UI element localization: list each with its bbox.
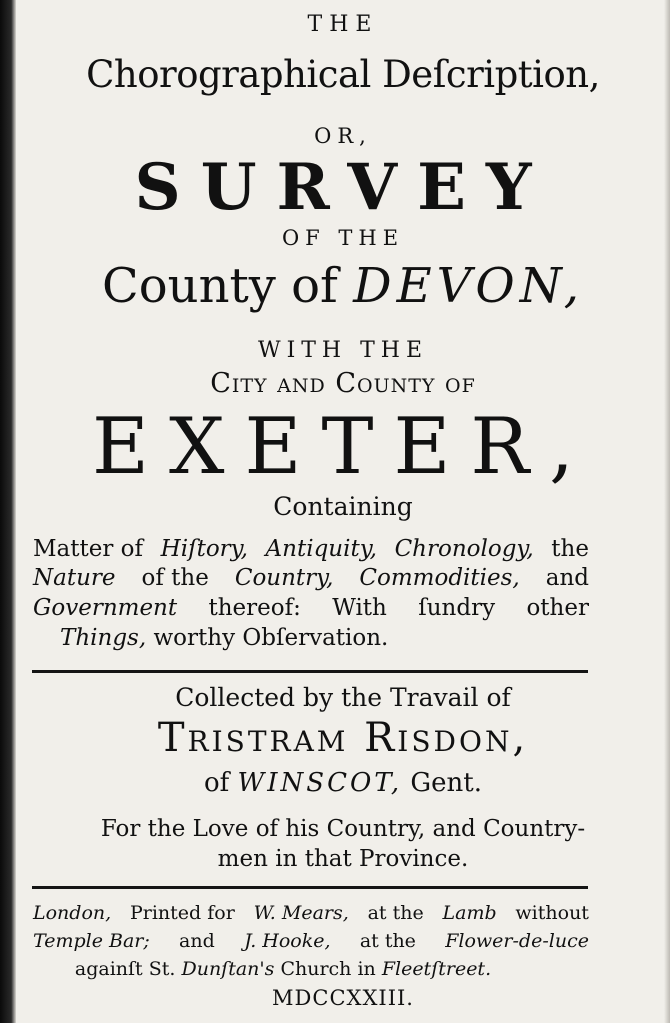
imprint-word: Lamb: [442, 902, 497, 924]
imprint-line-1: [33, 904, 589, 923]
binding-edge: [0, 0, 16, 1023]
imprint-word: W. Mears,: [253, 902, 349, 924]
contents-line-4: [60, 627, 388, 650]
imprint-word: Church in: [280, 958, 376, 980]
title-county: [16, 258, 670, 314]
divider-rule: [32, 886, 588, 889]
imprint-word: without: [515, 902, 589, 924]
title-city-and-county: City and County of: [210, 368, 476, 399]
contents-word: thereof:: [208, 595, 301, 621]
imprint-word: Fleetſtreet.: [381, 958, 492, 980]
contents-word: Government: [33, 595, 178, 621]
author-title: Gent.: [410, 768, 482, 798]
imprint-word: at the: [367, 902, 424, 924]
imprint-word: Temple Bar;: [33, 930, 150, 952]
imprint-line-3: [16, 960, 550, 979]
contents-line-1: [33, 538, 589, 561]
author-name: Tristram Risdon,: [157, 715, 529, 761]
contents-word: Country,: [234, 565, 334, 591]
divider-rule: [32, 670, 588, 673]
contents-word: of the: [141, 565, 209, 591]
title-of-the: OF THE: [281, 226, 405, 250]
author-of: of: [204, 768, 230, 798]
dedication-line-2: men in that Province.: [217, 846, 469, 872]
contents-line-3: [33, 597, 589, 620]
collected-by-label: Collected by the Travail of: [175, 683, 511, 712]
contents-word: Things,: [60, 625, 147, 651]
imprint-word: J. Hooke,: [244, 930, 331, 952]
imprint-word: againſt St.: [74, 958, 176, 980]
title-survey: SURVEY: [134, 150, 552, 225]
contents-word: Matter of: [33, 536, 144, 562]
title-with-the: WITH THE: [257, 338, 429, 363]
title-or: OR,: [314, 124, 372, 148]
contents-line-2: [33, 567, 589, 590]
imprint-word: Flower-de-luce: [445, 930, 589, 952]
containing-label: Containing: [273, 492, 413, 521]
imprint-word: London,: [33, 902, 112, 924]
contents-word: Chronology,: [394, 536, 534, 562]
contents-word: ſundry: [418, 595, 496, 621]
contents-word: Nature: [33, 565, 116, 591]
imprint-word: Printed for: [129, 902, 235, 924]
contents-word: the: [551, 536, 589, 562]
imprint-line-2: [33, 932, 589, 951]
contents-word: With: [332, 595, 387, 621]
dedication-line-1: For the Love of his Country, and Country-: [100, 816, 586, 842]
imprint-word: and: [179, 930, 215, 952]
contents-word: Hiſtory,: [160, 536, 248, 562]
imprint-word: at the: [359, 930, 416, 952]
imprint-word: Dunſtan's: [181, 958, 275, 980]
author-place: WINSCOT,: [237, 768, 403, 798]
contents-word: Antiquity,: [265, 536, 377, 562]
author-residence: [16, 770, 670, 796]
contents-word: and: [545, 565, 589, 591]
title-exeter: EXETER,: [92, 402, 594, 492]
contents-word: worthy Obſervation.: [153, 625, 389, 651]
contents-word: Commodities,: [359, 565, 520, 591]
county-prefix: County of: [102, 258, 338, 314]
contents-word: other: [526, 595, 589, 621]
title-line: Chorographical Deſcription,: [86, 53, 600, 96]
county-name: DEVON,: [353, 258, 584, 314]
title-the: THE: [307, 12, 379, 37]
imprint-date: MDCCXXIII.: [272, 986, 414, 1010]
